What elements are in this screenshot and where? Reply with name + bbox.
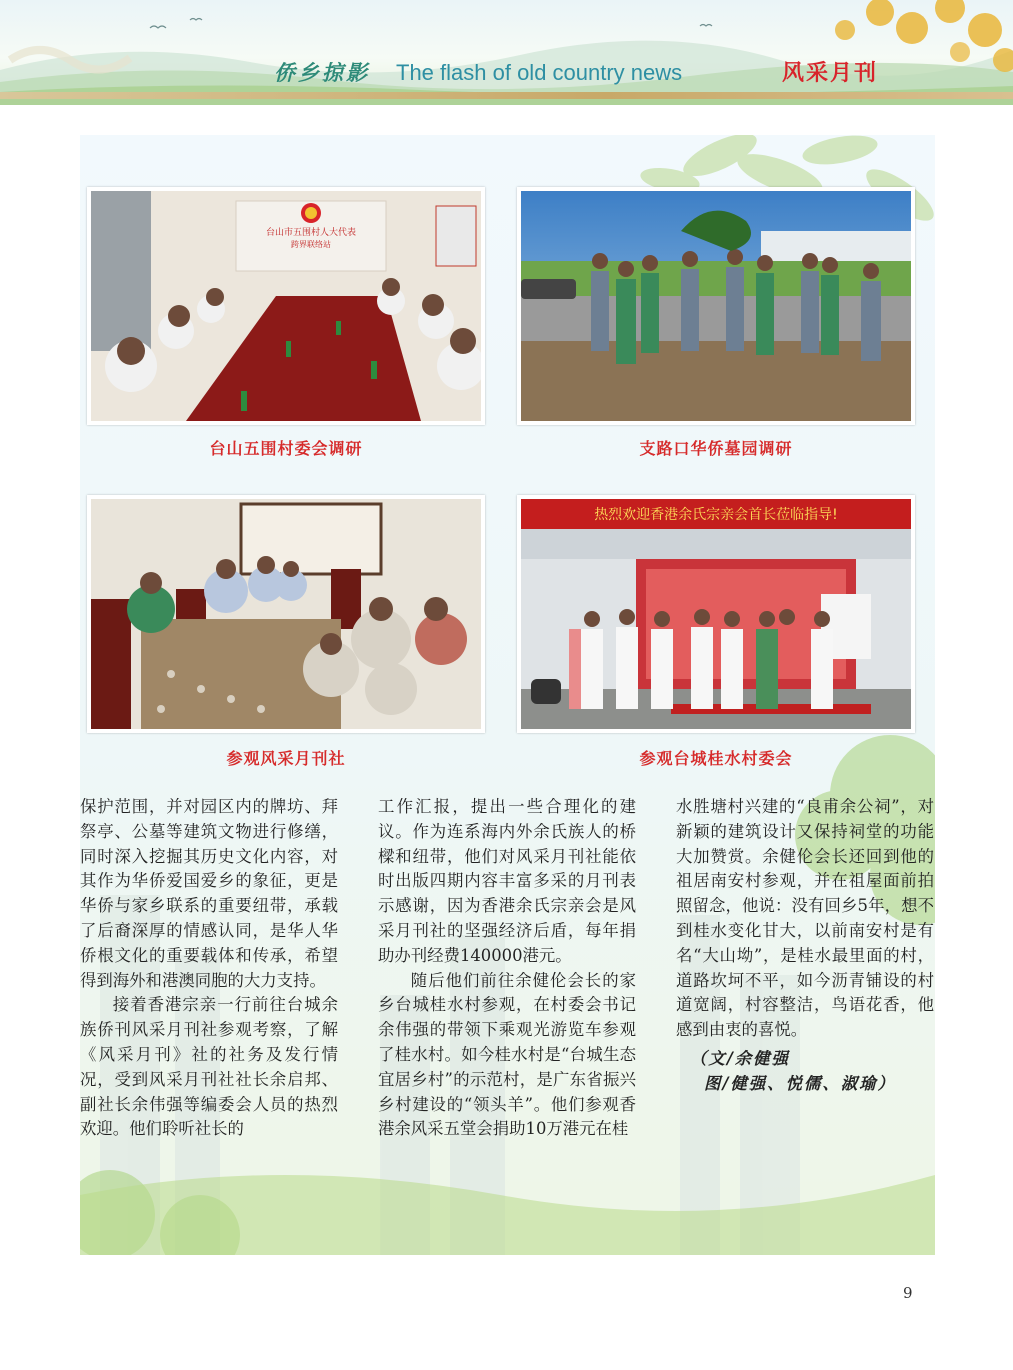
column-title-chinese: 侨乡掠影 xyxy=(274,60,370,85)
article-paragraph: 随后他们前往余健伦会长的家乡台城桂水村参观，在村委会书记余伟强的带领下乘观光游览车参观了桂水村。如今桂水村是“台城生态宜居乡村”的示范村，是广东省振兴乡村建设的“领头羊”。他们参观香港余风采五堂会捐助10万港元在桂 xyxy=(378,970,636,1139)
page-number: 9 xyxy=(903,1284,913,1302)
photo-meeting-wuwei xyxy=(87,187,485,425)
photo-meeting-wuwei-image xyxy=(91,191,481,421)
column-title-english: The flash of old country news xyxy=(396,60,683,85)
welcome-banner-text: 热烈欢迎香港余氏宗亲会首长莅临指导! xyxy=(594,507,838,523)
article-column-2 xyxy=(378,795,636,1142)
article-paragraph: 保护范围，并对园区内的牌坊、拜祭亭、公墓等建筑文物进行修缮，同时深入挖掘其历史文化内容，对其作为华侨爱国爱乡的象征，更是华侨与家乡联系的重要纽带，承载了后裔深厚的情感认同，是华人华侨根文化的重要载体和传承，希望得到海外和港澳同胞的大力支持。 xyxy=(80,797,338,990)
article-paragraph: 水胜塘村兴建的“良甫余公祠”，对新颖的建筑设计又保持祠堂的功能大加赞赏。余健伦会长还回到他的祖居南安村参观，并在祖屋面前拍照留念，他说：没有回乡5年，想不到桂水变化甘大，以前南安村是有名“大山坳”，是桂水最里面的村，道路坎坷不平，如今沥青铺设的村道宽阔，村容整洁，鸟语花香，他感到由衷的喜悦。 xyxy=(676,797,934,1040)
photo-guishui-village xyxy=(517,495,915,733)
article-paragraph: 接着香港宗亲一行前往台城余族侨刊风采月刊社参观考察，了解《风采月刊》社的社务及发行情况，受到风采月刊社社长余启邦、副社长余伟强等编委会人员的热烈欢迎。他们聆听社长的 xyxy=(80,995,338,1139)
byline-author: （文/余健强 xyxy=(690,1048,790,1068)
banner-gold-strip xyxy=(0,92,1013,99)
photo-guishui-village-image xyxy=(521,499,911,729)
photo-cemetery-visit-image xyxy=(521,191,911,421)
header-banner xyxy=(0,0,1013,105)
caption-photo-2: 支路口华侨墓园调研 xyxy=(639,439,793,458)
photo-magazine-office-image xyxy=(91,499,481,729)
article-paragraph: 工作汇报，提出一些合理化的建议。作为连系海内外余氏族人的桥樑和纽带，他们对风采月刊社能依时出版四期内容丰富多采的月刊表示感谢，因为香港余氏宗亲会是风采月刊社的坚强经济后盾，每年捐助办刊经费140000港元。 xyxy=(378,797,636,965)
caption-photo-1: 台山五围村委会调研 xyxy=(209,439,363,458)
magazine-name: 风采月刊 xyxy=(782,60,879,86)
sign-text-2: 跨界联络站 xyxy=(291,240,331,249)
sign-text: 台山市五围村人大代表 xyxy=(265,228,357,238)
article-column-3 xyxy=(676,795,934,1097)
caption-photo-4: 参观台城桂水村委会 xyxy=(639,749,793,768)
photo-magazine-office xyxy=(87,495,485,733)
byline-photographers: 图/健强、悦儒、淑瑜） xyxy=(704,1073,896,1093)
photo-cemetery-visit xyxy=(517,187,915,425)
article-column-1 xyxy=(80,795,338,1142)
caption-photo-3: 参观风采月刊社 xyxy=(226,749,346,768)
